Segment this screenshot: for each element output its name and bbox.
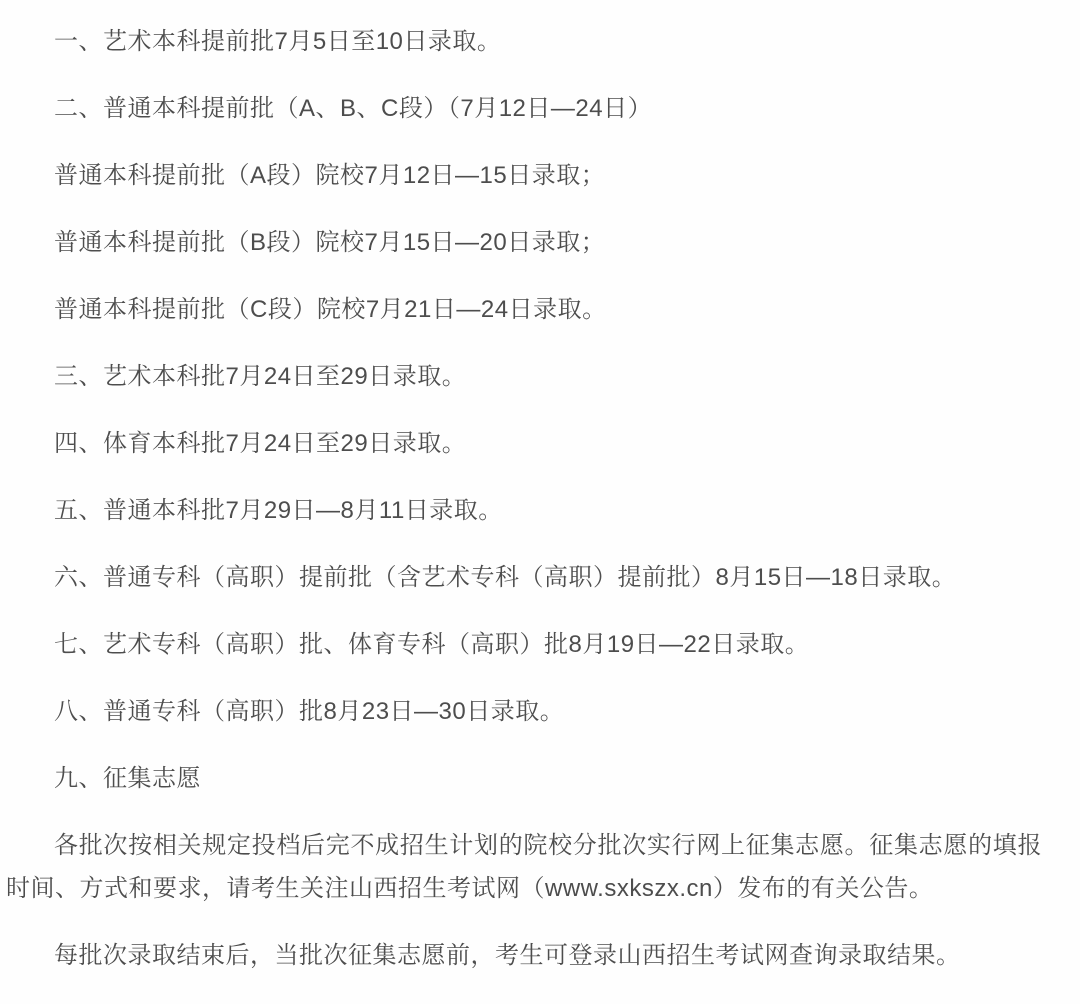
para-result-query-note: 每批次录取结束后，当批次征集志愿前，考生可登录山西招生考试网查询录取结果。 <box>54 942 961 969</box>
item-regular-undergrad-batch: 五、普通本科批7月29日—8月11日录取。 <box>54 497 503 524</box>
item-supplementary-application-heading: 九、征集志愿 <box>54 765 201 792</box>
item-pe-undergrad-batch: 四、体育本科批7月24日至29日录取。 <box>54 430 467 457</box>
item-regular-undergrad-advance-batch: 二、普通本科提前批（A、B、C段）（7月12日—24日） <box>54 95 653 122</box>
item-art-pe-vocational-batch: 七、艺术专科（高职）批、体育专科（高职）批8月19日—22日录取。 <box>54 631 810 658</box>
item-art-undergrad-advance-batch: 一、艺术本科提前批7月5日至10日录取。 <box>54 28 502 55</box>
para-supplementary-application-detail: 各批次按相关规定投档后完不成招生计划的院校分批次实行网上征集志愿。征集志愿的填报时间、方式和要求，请考生关注山西招生考试网（www.sxkszx.cn）发布的有关公告。 <box>6 832 1042 902</box>
item-advance-batch-section-b: 普通本科提前批（B段）院校7月15日—20日录取； <box>54 229 606 256</box>
item-advance-batch-section-c: 普通本科提前批（C段）院校7月21日—24日录取。 <box>54 296 607 323</box>
item-regular-vocational-batch: 八、普通专科（高职）批8月23日—30日录取。 <box>54 698 565 725</box>
item-art-undergrad-batch: 三、艺术本科批7月24日至29日录取。 <box>54 363 467 390</box>
item-advance-batch-section-a: 普通本科提前批（A段）院校7月12日—15日录取； <box>54 162 606 189</box>
item-vocational-advance-batch: 六、普通专科（高职）提前批（含艺术专科（高职）提前批）8月15日—18日录取。 <box>54 564 957 591</box>
